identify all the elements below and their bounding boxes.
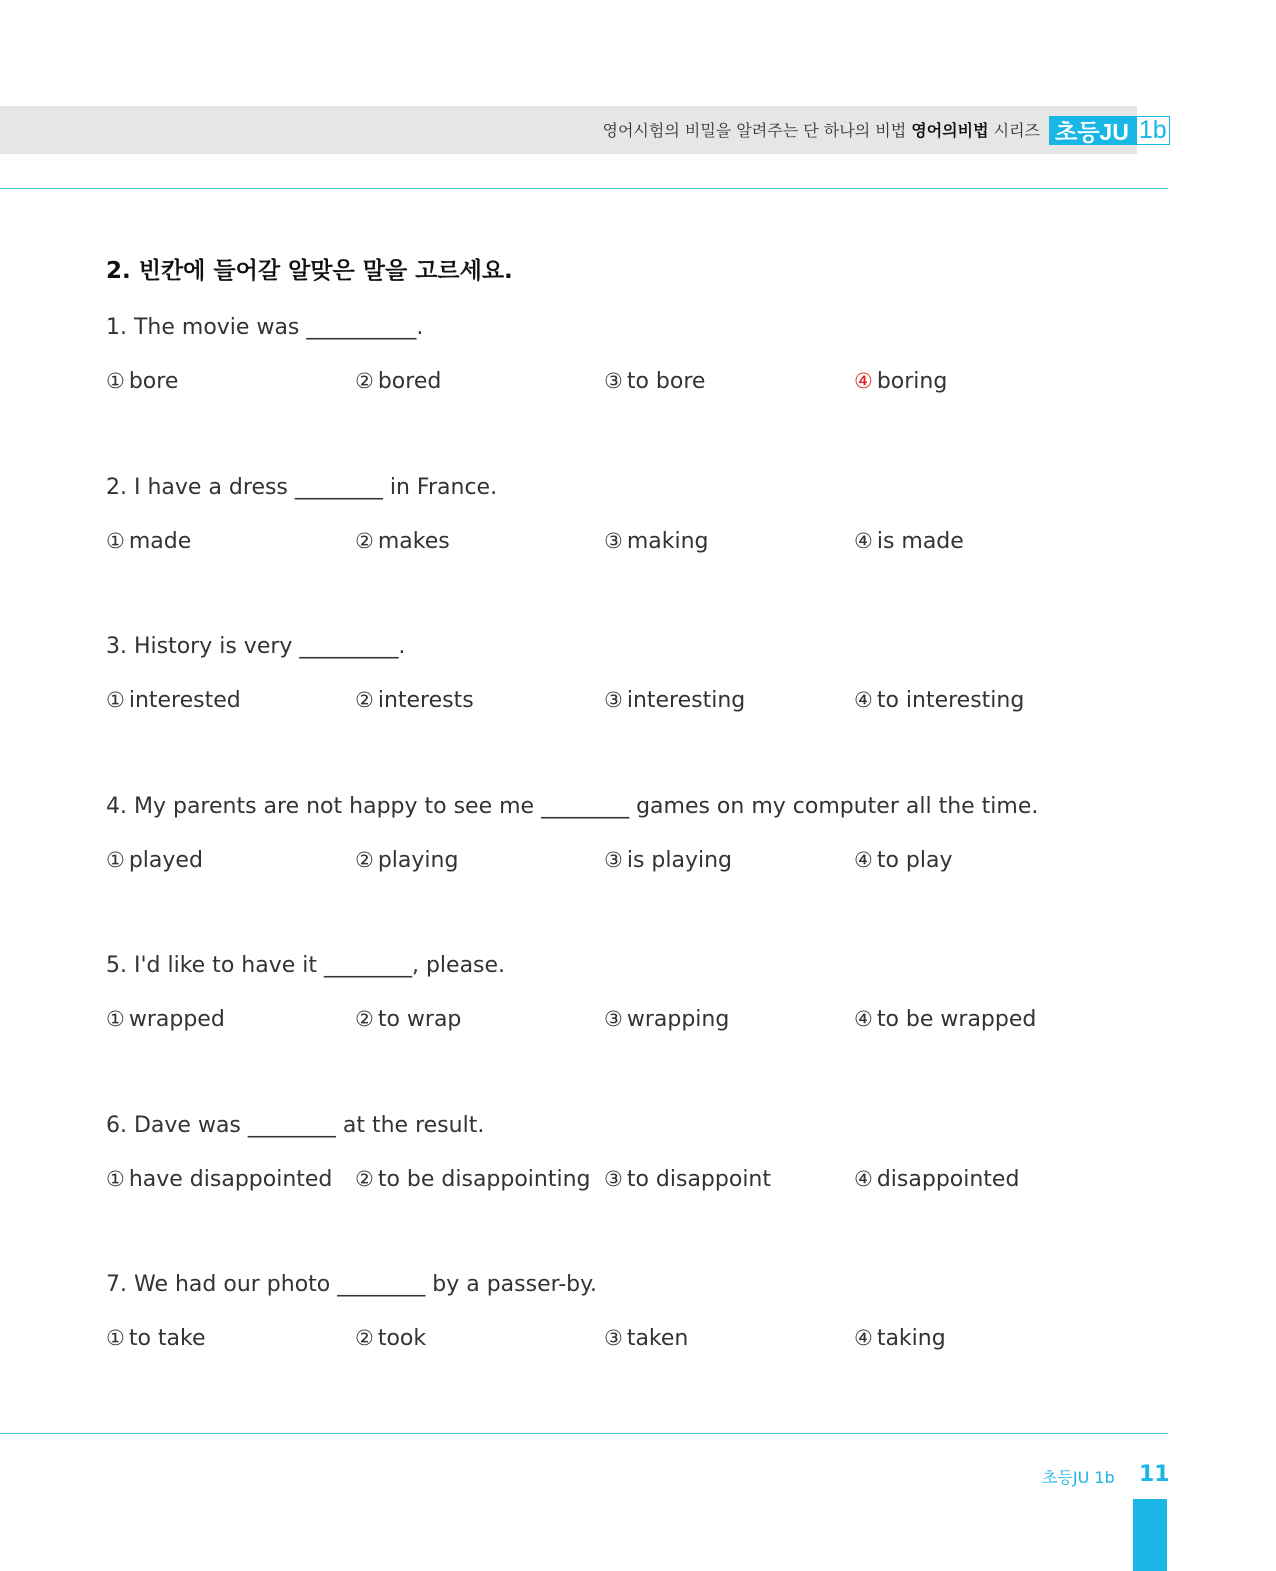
answer-option-1[interactable] bbox=[106, 366, 178, 397]
answer-option-2[interactable] bbox=[355, 366, 441, 397]
option-number: ④ bbox=[854, 1166, 873, 1191]
option-text: interesting bbox=[626, 688, 746, 713]
option-number: ② bbox=[355, 1326, 374, 1350]
option-text: taken bbox=[626, 1326, 689, 1351]
option-text: to disappoint bbox=[626, 1166, 771, 1192]
option-number: ② bbox=[355, 528, 374, 553]
answer-option-1[interactable] bbox=[106, 685, 241, 716]
answer-option-3[interactable] bbox=[604, 845, 732, 876]
question-stem: 7. We had our photo ________ by a passer-by. bbox=[106, 1272, 598, 1297]
option-number: ① bbox=[106, 369, 125, 393]
option-number: ② bbox=[355, 1166, 374, 1191]
option-number: ③ bbox=[604, 1007, 623, 1031]
tagline-prefix: 영어시험의 비밀을 알려주는 단 하나의 비법 bbox=[602, 121, 912, 140]
option-text: taking bbox=[876, 1326, 946, 1351]
answer-option-1[interactable] bbox=[106, 1164, 332, 1195]
question-5 bbox=[106, 951, 1166, 1034]
option-number: ② bbox=[355, 688, 374, 712]
option-text: to interesting bbox=[876, 688, 1025, 713]
option-number: ④ bbox=[854, 528, 873, 553]
question-stem: 3. History is very _________. bbox=[106, 634, 406, 659]
question-stem: 6. Dave was ________ at the result. bbox=[106, 1112, 485, 1138]
question-3 bbox=[106, 632, 1166, 715]
answer-option-1[interactable] bbox=[106, 1004, 225, 1035]
option-text: made bbox=[128, 528, 192, 554]
option-number: ① bbox=[106, 688, 125, 712]
series-logo bbox=[1049, 116, 1170, 145]
option-number: ④ bbox=[854, 1007, 873, 1031]
bottom-divider bbox=[0, 1433, 1168, 1434]
option-number: ③ bbox=[604, 369, 623, 393]
option-text: to wrap bbox=[377, 1007, 462, 1032]
answer-options bbox=[106, 845, 1166, 875]
answer-options bbox=[106, 1323, 1166, 1353]
logo-level-text: 1b bbox=[1136, 116, 1170, 145]
page-number: 11 bbox=[1139, 1462, 1170, 1487]
option-number: ① bbox=[106, 528, 125, 553]
option-text: to take bbox=[128, 1326, 206, 1351]
answer-option-3[interactable] bbox=[604, 1164, 771, 1195]
answer-option-4[interactable] bbox=[854, 1164, 1019, 1195]
option-text: wrapping bbox=[626, 1007, 730, 1032]
option-text: boring bbox=[876, 369, 948, 394]
option-number: ③ bbox=[604, 847, 623, 872]
answer-option-1[interactable] bbox=[106, 526, 191, 557]
answer-option-2[interactable] bbox=[355, 1323, 426, 1354]
question-stem: 2. I have a dress ________ in France. bbox=[106, 474, 498, 500]
series-name: 영어의비법 bbox=[911, 121, 989, 140]
answer-option-2[interactable] bbox=[355, 685, 474, 716]
question-1 bbox=[106, 313, 1166, 396]
top-divider bbox=[0, 188, 1168, 189]
answer-option-2[interactable] bbox=[355, 845, 458, 876]
option-text: bored bbox=[377, 369, 442, 394]
option-number: ② bbox=[355, 847, 374, 872]
option-text: to bore bbox=[626, 369, 706, 394]
option-text: is playing bbox=[626, 847, 732, 873]
answer-option-3[interactable] bbox=[604, 366, 705, 397]
question-stem: 1. The movie was __________. bbox=[106, 315, 424, 340]
answer-options bbox=[106, 1004, 1166, 1034]
answer-option-3[interactable] bbox=[604, 685, 745, 716]
question-7 bbox=[106, 1270, 1166, 1353]
answer-option-3[interactable] bbox=[604, 1004, 729, 1035]
answer-options bbox=[106, 366, 1166, 396]
question-6 bbox=[106, 1111, 1166, 1194]
footer-label: 초등JU 1b bbox=[1042, 1468, 1115, 1487]
answer-option-4[interactable] bbox=[854, 1004, 1036, 1035]
tagline-suffix: 시리즈 bbox=[988, 121, 1040, 140]
option-text: playing bbox=[377, 847, 459, 873]
option-text: interests bbox=[377, 688, 474, 713]
option-text: bore bbox=[128, 369, 179, 394]
option-number: ④ bbox=[854, 1326, 873, 1350]
answer-option-3[interactable] bbox=[604, 526, 709, 557]
header-tagline bbox=[603, 118, 1040, 141]
option-text: to play bbox=[876, 847, 953, 873]
answer-option-4[interactable] bbox=[854, 1323, 946, 1354]
answer-option-1[interactable] bbox=[106, 1323, 206, 1354]
option-text: played bbox=[128, 847, 203, 873]
option-text: making bbox=[626, 528, 709, 554]
option-text: disappointed bbox=[876, 1166, 1020, 1192]
answer-option-2[interactable] bbox=[355, 1164, 591, 1195]
answer-option-4[interactable] bbox=[854, 526, 964, 557]
answer-options bbox=[106, 526, 1166, 556]
question-2 bbox=[106, 473, 1166, 556]
answer-options bbox=[106, 1164, 1166, 1194]
option-number: ④ bbox=[854, 369, 873, 393]
option-text: to be disappointing bbox=[377, 1166, 591, 1192]
option-number: ③ bbox=[604, 688, 623, 712]
answer-options bbox=[106, 685, 1166, 715]
option-number: ④ bbox=[854, 688, 873, 712]
option-text: is made bbox=[876, 528, 964, 554]
answer-option-3[interactable] bbox=[604, 1323, 688, 1354]
option-text: wrapped bbox=[128, 1007, 225, 1032]
answer-option-4[interactable] bbox=[854, 685, 1024, 716]
option-number: ① bbox=[106, 1007, 125, 1031]
question-stem: 5. I'd like to have it ________, please. bbox=[106, 953, 506, 978]
option-number: ③ bbox=[604, 1326, 623, 1350]
option-text: have disappointed bbox=[128, 1166, 333, 1192]
answer-option-1[interactable] bbox=[106, 845, 203, 876]
option-number: ② bbox=[355, 369, 374, 393]
question-4 bbox=[106, 792, 1166, 875]
option-number: ③ bbox=[604, 1166, 623, 1191]
question-stem: 4. My parents are not happy to see me ________ games on my computer all the time. bbox=[106, 793, 1039, 819]
option-text: to be wrapped bbox=[876, 1007, 1037, 1032]
option-number: ④ bbox=[854, 847, 873, 872]
answer-option-4[interactable] bbox=[854, 845, 953, 876]
logo-main-text: 초등JU bbox=[1049, 116, 1136, 145]
option-number: ② bbox=[355, 1007, 374, 1031]
option-number: ① bbox=[106, 1166, 125, 1191]
section-title: 2. 빈칸에 들어갈 알맞은 말을 고르세요. bbox=[106, 258, 513, 284]
option-text: took bbox=[377, 1326, 427, 1351]
page-tab bbox=[1133, 1499, 1167, 1571]
option-text: interested bbox=[128, 688, 241, 713]
answer-option-2[interactable] bbox=[355, 1004, 461, 1035]
answer-option-4[interactable] bbox=[854, 366, 947, 397]
option-number: ① bbox=[106, 847, 125, 872]
option-text: makes bbox=[377, 528, 450, 554]
option-number: ① bbox=[106, 1326, 125, 1350]
answer-option-2[interactable] bbox=[355, 526, 450, 557]
option-number: ③ bbox=[604, 528, 623, 553]
